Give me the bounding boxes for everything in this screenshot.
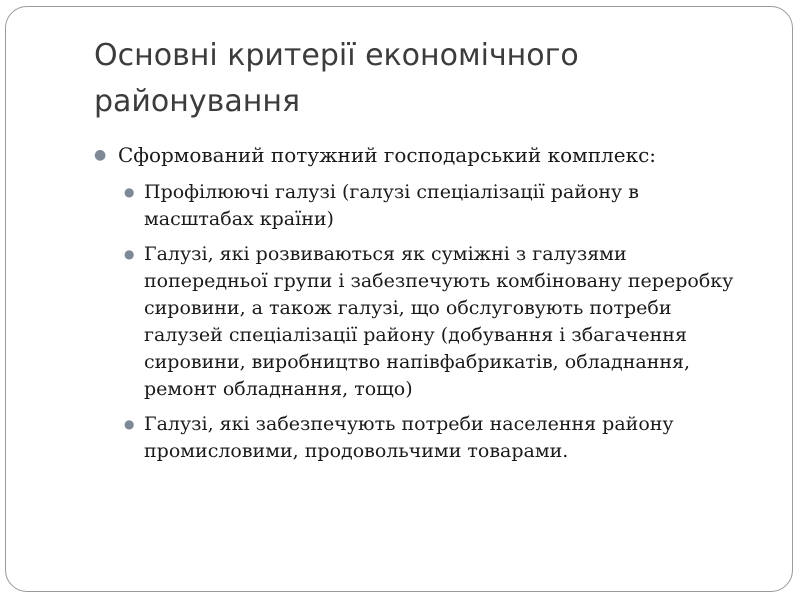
bullet-main-text: Сформований потужний господарський комплекс: <box>118 143 657 167</box>
sub-bullet-item <box>124 179 754 233</box>
slide-frame <box>5 6 793 592</box>
bullet-main <box>94 141 754 170</box>
round-bullet-icon: ● <box>124 185 135 199</box>
sub-bullet-list <box>94 179 754 465</box>
sub-bullet-item <box>124 411 754 465</box>
sub-bullet-text: Галузі, які забезпечують потреби населення району промисловими, продовольчими товарами. <box>144 413 674 462</box>
sub-bullet-text: Галузі, які розвиваються як суміжні з галузями попередньої групи і забезпечують комбіновану переробку сировини, а також галузі, що обслуговують потреби галузей спеціалізації району (добування і збагачення сировини, виробництво напівфабрикатів, обладнання, ремонт обладнання, тощо) <box>144 243 734 400</box>
round-bullet-icon: ● <box>94 147 107 163</box>
round-bullet-icon: ● <box>124 417 135 431</box>
slide-title: Основні критерії економічного районування <box>94 38 579 119</box>
sub-bullet-item <box>124 241 754 403</box>
sub-bullet-text: Профілюючі галузі (галузі спеціалізації району в масштабах країни) <box>144 181 639 230</box>
round-bullet-icon: ● <box>124 247 135 261</box>
slide-body <box>94 141 754 473</box>
